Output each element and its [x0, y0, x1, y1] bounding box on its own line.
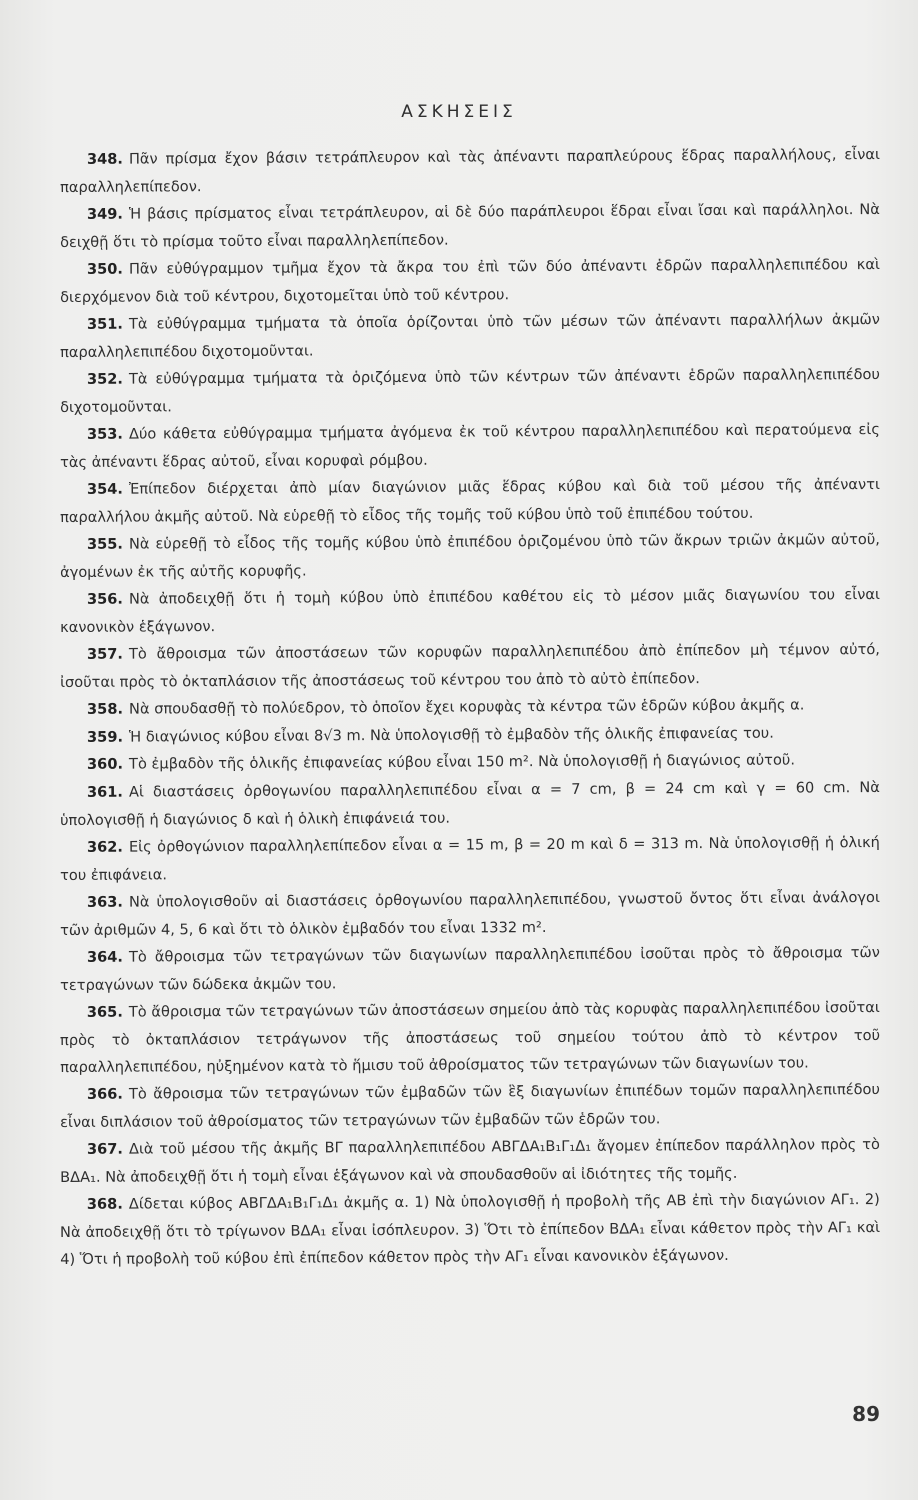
- exercise-355: [60, 526, 880, 586]
- exercise-text: Δίδεται κύβος ΑΒΓΔΑ₁Β₁Γ₁Δ₁ ἀκμῆς α. 1) Νὰ ὑπολογισθῇ ἡ προβολὴ τῆς ΑΒ ἐπὶ τὴν διαγώνιον ΑΓ₁. 2) Νὰ ἀποδειχθῇ ὅτι τὸ τρίγωνον ΒΔΑ₁ εἶναι ἰσόπλευρον. 3) Ὅτι τὸ ἐπίπεδον ΒΔΑ₁ εἶναι κάθετον πρὸς τὴν ΑΓ₁ καὶ 4) Ὅτι ἡ προβολὴ τοῦ κύβου ἐπὶ ἐπίπεδον κάθετον πρὸς τὴν ΑΓ₁ εἶναι κανονικὸν ἑξάγωνον.: [59, 1190, 881, 1268]
- exercise-number: 360.: [86, 755, 124, 773]
- exercise-number: 358.: [86, 700, 124, 718]
- exercise-number: 368.: [86, 1195, 123, 1213]
- exercise-number: 366.: [86, 1085, 123, 1103]
- exercise-text: Νὰ εὑρεθῇ τὸ εἶδος τῆς τομῆς κύβου ὑπὸ ἐπιπέδου ὁριζομένου ὑπὸ τῶν ἄκρων τριῶν ἀκμῶν αὐτοῦ, ἀγομένων ἐκ τῆς αὐτῆς κορυφῆς.: [60, 530, 880, 581]
- exercise-357: [60, 636, 880, 696]
- exercise-text: Εἰς ὀρθογώνιον παραλληλεπίπεδον εἶναι α = 15 m, β = 20 m καὶ δ = 313 m. Νὰ ὑπολογισθῇ ἡ ὁλική του ἐπιφάνεια.: [60, 833, 880, 883]
- exercise-number: 359.: [86, 728, 124, 746]
- exercise-360: [60, 746, 880, 779]
- exercise-number: 363.: [86, 893, 123, 911]
- exercise-number: 367.: [86, 1140, 123, 1158]
- exercise-text: Τὸ ἐμβαδὸν τῆς ὁλικῆς ἐπιφανείας κύβου εἶναι 150 m². Νὰ ὑπολογισθῇ ἡ διαγώνιος αὐτοῦ.: [128, 751, 796, 773]
- exercise-351: [60, 306, 880, 366]
- exercise-358: [60, 691, 880, 724]
- exercise-text: Τὸ ἄθροισμα τῶν ἀποστάσεων τῶν κορυφῶν παραλληλεπιπέδου ἀπὸ ἐπίπεδον μὴ τέμνον αὐτό, ἰσοῦται πρὸς τὸ ὀκταπλάσιον τῆς ἀποστάσεως τοῦ κέντρου του ἀπὸ τὸ αὐτὸ ἐπίπεδον.: [60, 640, 880, 691]
- exercise-353: [60, 416, 880, 476]
- exercise-354: [60, 471, 880, 531]
- exercise-text: Δύο κάθετα εὐθύγραμμα τμήματα ἀγόμενα ἐκ τοῦ κέντρου παραλληλεπιπέδου καὶ περατούμενα εἰς τὰς ἀπέναντι ἕδρας αὐτοῦ, εἶναι κορυφαὶ ρόμβου.: [60, 420, 880, 471]
- exercise-number: 353.: [86, 425, 123, 443]
- exercise-text: Τὸ ἄθροισμα τῶν τετραγώνων τῶν διαγωνίων παραλληλεπιπέδου ἰσοῦται πρὸς τὸ ἄθροισμα τῶν τετραγώνων τῶν δώδεκα ἀκμῶν του.: [60, 943, 880, 993]
- exercise-text: Ἐπίπεδον διέρχεται ἀπὸ μίαν διαγώνιον μιᾶς ἕδρας κύβου καὶ διὰ τοῦ μέσου τῆς ἀπέναντι παραλλήλου ἀκμῆς αὐτοῦ. Νὰ εὑρεθῇ τὸ εἶδος τῆς τομῆς τοῦ κύβου ὑπὸ τοῦ ἐπιπέδου τούτου.: [60, 475, 880, 526]
- exercise-number: 357.: [86, 645, 123, 663]
- exercise-text: Νὰ ἀποδειχθῇ ὅτι ἡ τομὴ κύβου ὑπὸ ἐπιπέδου καθέτου εἰς τὸ μέσον μιᾶς διαγωνίου του εἶναι κανονικὸν ἑξάγωνον.: [60, 585, 880, 636]
- exercise-number: 351.: [86, 315, 123, 333]
- exercise-text: Τὰ εὐθύγραμμα τμήματα τὰ ὁποῖα ὁρίζονται ὑπὸ τῶν μέσων τῶν ἀπέναντι παραλλήλων ἀκμῶν παραλληλεπιπέδου διχοτομοῦνται.: [60, 310, 880, 361]
- exercise-363: [60, 883, 880, 943]
- exercise-number: 362.: [86, 838, 123, 856]
- exercise-text: Τὰ εὐθύγραμμα τμήματα τὰ ὁριζόμενα ὑπὸ τῶν κέντρων τῶν ἀπέναντι ἑδρῶν παραλληλεπιπέδου διχοτομοῦνται.: [60, 365, 880, 416]
- exercise-text: Πᾶν εὐθύγραμμον τμῆμα ἔχον τὰ ἄκρα του ἐπὶ τῶν δύο ἀπέναντι ἑδρῶν παραλληλεπιπέδου καὶ διερχόμενον διὰ τοῦ κέντρου, διχοτομεῖται ὑπὸ τοῦ κέντρου.: [60, 255, 880, 306]
- exercise-368: [60, 1186, 880, 1274]
- exercise-364: [60, 938, 880, 998]
- exercise-366: [60, 1076, 880, 1136]
- exercise-text: Πᾶν πρίσμα ἔχον βάσιν τετράπλευρον καὶ τὰς ἀπέναντι παραπλεύρους ἕδρας παραλλήλους, εἶναι παραλληλεπίπεδον.: [60, 145, 880, 196]
- exercise-text: Αἱ διαστάσεις ὀρθογωνίου παραλληλεπιπέδου εἶναι α = 7 cm, β = 24 cm καὶ γ = 60 cm. Νὰ ὑπολογισθῇ ἡ διαγώνιος δ καὶ ἡ ὁλικὴ ἐπιφάνειά του.: [60, 778, 880, 828]
- exercise-text: Ἡ διαγώνιος κύβου εἶναι 8√3 m. Νὰ ὑπολογισθῇ τὸ ἐμβαδὸν τῆς ὁλικῆς ἐπιφανείας του.: [128, 724, 774, 746]
- exercise-text: Τὸ ἄθροισμα τῶν τετραγώνων τῶν ἐμβαδῶν τῶν ἓξ διαγωνίων ἐπιπέδων τομῶν παραλληλεπιπέδου εἶναι διπλάσιον τοῦ ἀθροίσματος τῶν τετραγώνων τῶν ἐμβαδῶν τῶν ἑδρῶν του.: [60, 1080, 880, 1131]
- exercise-number: 352.: [86, 370, 123, 388]
- exercise-348: [60, 141, 880, 201]
- exercise-number: 356.: [86, 590, 123, 608]
- exercise-349: [60, 196, 880, 256]
- exercise-number: 348.: [86, 150, 123, 168]
- exercise-365: [60, 993, 880, 1081]
- exercise-text: Τὸ ἄθροισμα τῶν τετραγώνων τῶν ἀποστάσεων σημείου ἀπὸ τὰς κορυφὰς παραλληλεπιπέδου ἰσοῦται πρὸς τὸ ὀκταπλάσιον τετράγωνον τῆς ἀποστάσεως τοῦ σημείου τούτου ἀπὸ τὸ κέντρον τοῦ παραλληλεπιπέδου, ηὐξημένον κατὰ τὸ ἥμισυ τοῦ ἀθροίσματος τῶν τετραγώνων τῶν διαγωνίων του.: [59, 998, 881, 1076]
- exercise-number: 354.: [86, 480, 123, 498]
- page-heading: ΑΣΚΗΣΕΙΣ: [401, 102, 517, 122]
- exercise-text: Νὰ σπουδασθῇ τὸ πολύεδρον, τὸ ὁποῖον ἔχει κορυφὰς τὰ κέντρα τῶν ἑδρῶν κύβου ἀκμῆς α.: [128, 696, 805, 718]
- exercise-number: 349.: [86, 205, 123, 223]
- exercise-text: Νὰ ὑπολογισθοῦν αἱ διαστάσεις ὀρθογωνίου παραλληλεπιπέδου, γνωστοῦ ὄντος ὅτι εἶναι ἀνάλογοι τῶν ἀριθμῶν 4, 5, 6 καὶ ὅτι τὸ ὁλικὸν ἐμβαδόν του εἶναι 1332 m².: [60, 888, 880, 938]
- exercise-350: [60, 251, 880, 311]
- exercise-text: Ἡ βάσις πρίσματος εἶναι τετράπλευρον, αἱ δὲ δύο παράπλευροι ἕδραι εἶναι ἴσαι καὶ παράλληλοι. Νὰ δειχθῇ ὅτι τὸ πρίσμα τοῦτο εἶναι παραλληλεπίπεδον.: [60, 200, 880, 251]
- exercise-list: [60, 146, 880, 1274]
- exercise-361: [60, 773, 880, 833]
- exercise-356: [60, 581, 880, 641]
- exercise-362: [60, 828, 880, 888]
- exercise-367: [60, 1131, 880, 1191]
- exercise-number: 364.: [86, 948, 123, 966]
- exercise-text: Διὰ τοῦ μέσου τῆς ἀκμῆς ΒΓ παραλληλεπιπέδου ΑΒΓΔΑ₁Β₁Γ₁Δ₁ ἄγομεν ἐπίπεδον παράλληλον πρὸς τὸ ΒΔΑ₁. Νὰ ἀποδειχθῇ ὅτι ἡ τομὴ εἶναι ἑξάγωνον καὶ νὰ σπουδασθοῦν αἱ ἰδιότητες τῆς τομῆς.: [60, 1135, 880, 1186]
- page-number: 89: [852, 1402, 880, 1426]
- exercise-number: 350.: [86, 260, 123, 278]
- exercise-number: 361.: [86, 783, 123, 801]
- exercise-number: 365.: [86, 1003, 123, 1021]
- exercise-352: [60, 361, 880, 421]
- exercise-number: 355.: [86, 535, 123, 553]
